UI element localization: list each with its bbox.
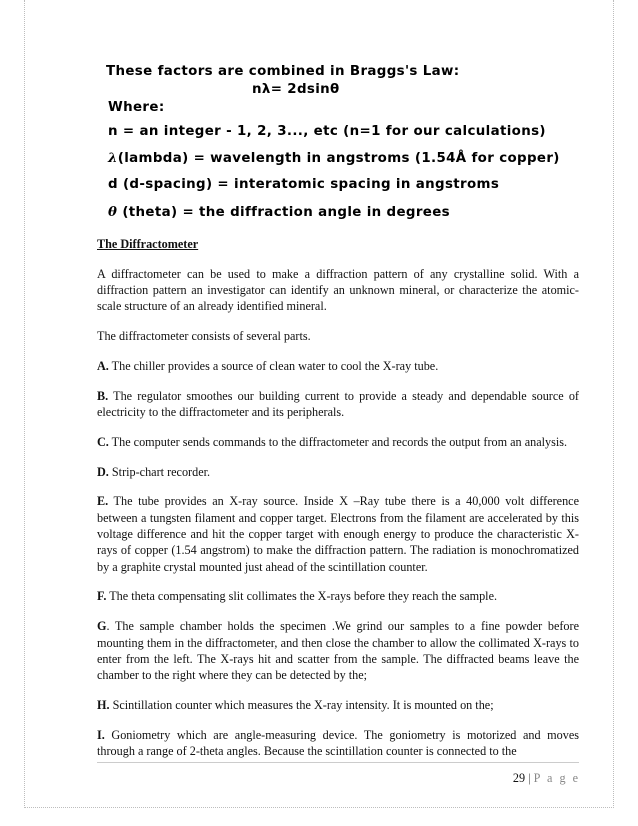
part-paragraph: A. The chiller provides a source of clean water to cool the X-ray tube. (97, 358, 439, 373)
bragg-lambda-definition (108, 150, 560, 166)
part-paragraph: G. The sample chamber holds the specimen .We grind our samples to a fine powder before mounting them in the diffractometer, and then close the chamber to allow the collimated X-rays to enter from the left. The X-rays hit and scatter from the sample. The diffracted beams leave the chamber to the right where they can be detected by the; (97, 619, 579, 683)
document-body (97, 236, 579, 773)
page-number: 29 (512, 771, 526, 785)
bragg-n-definition: n = an integer - 1, 2, 3..., etc (n=1 for our calculations) (108, 124, 546, 139)
bragg-where: Where: (108, 100, 165, 115)
theta-text: (theta) = the diffraction angle in degrees (122, 205, 450, 220)
part-paragraph: F. The theta compensating slit collimates the X-rays before they reach the sample. (97, 589, 498, 604)
part-paragraph: I. Goniometry which are angle-measuring device. The goniometry is motorized and moves through a range of 2-theta angles. Because the scintillation counter is connected to the (97, 727, 579, 759)
part-paragraph: D. Strip-chart recorder. (97, 464, 211, 479)
bragg-theta-definition (108, 204, 450, 220)
bragg-intro: These factors are combined in Braggs's Law: (106, 64, 460, 79)
part-paragraph: E. The tube provides an X-ray source. Inside X –Ray tube there is a 40,000 volt difference between a tungsten filament and copper target. Electrons from the filament are accelerated by this voltage difference and hit the copper target with enough energy to produce the characteristic X-rays of copper (1.54 angstrom) to make the diffraction pattern. The radiation is monochromatized by a graphite crystal mounted just ahead of the scintillation counter. (97, 494, 579, 574)
page-footer (513, 771, 580, 786)
theta-symbol: θ (108, 204, 118, 220)
part-paragraph: H. Scintillation counter which measures the X-ray intensity. It is mounted on the; (97, 697, 494, 712)
section-heading: The Diffractometer (97, 237, 199, 251)
parts-intro: The diffractometer consists of several parts. (97, 329, 311, 344)
bragg-equation: nλ= 2dsinθ (252, 82, 340, 97)
footer-rule (97, 762, 579, 763)
bragg-d-definition: d (d-spacing) = interatomic spacing in angstroms (108, 177, 500, 192)
part-paragraph: B. The regulator smoothes our building current to provide a steady and dependable source of electricity to the diffractometer and its peripherals. (97, 388, 579, 420)
page-word: P a g e (533, 771, 580, 785)
lambda-symbol: λ (108, 150, 118, 166)
intro-paragraph: A diffractometer can be used to make a diffraction pattern of any crystalline solid. With a diffraction pattern an investigator can identify an unknown mineral, or characterize the atomic-scale structure of an already identified mineral. (97, 266, 579, 314)
lambda-text: (lambda) = wavelength in angstroms (1.54Å for copper) (117, 151, 560, 166)
page-separator: | (528, 771, 531, 785)
part-paragraph: C. The computer sends commands to the diffractometer and records the output from an analysis. (97, 434, 568, 449)
